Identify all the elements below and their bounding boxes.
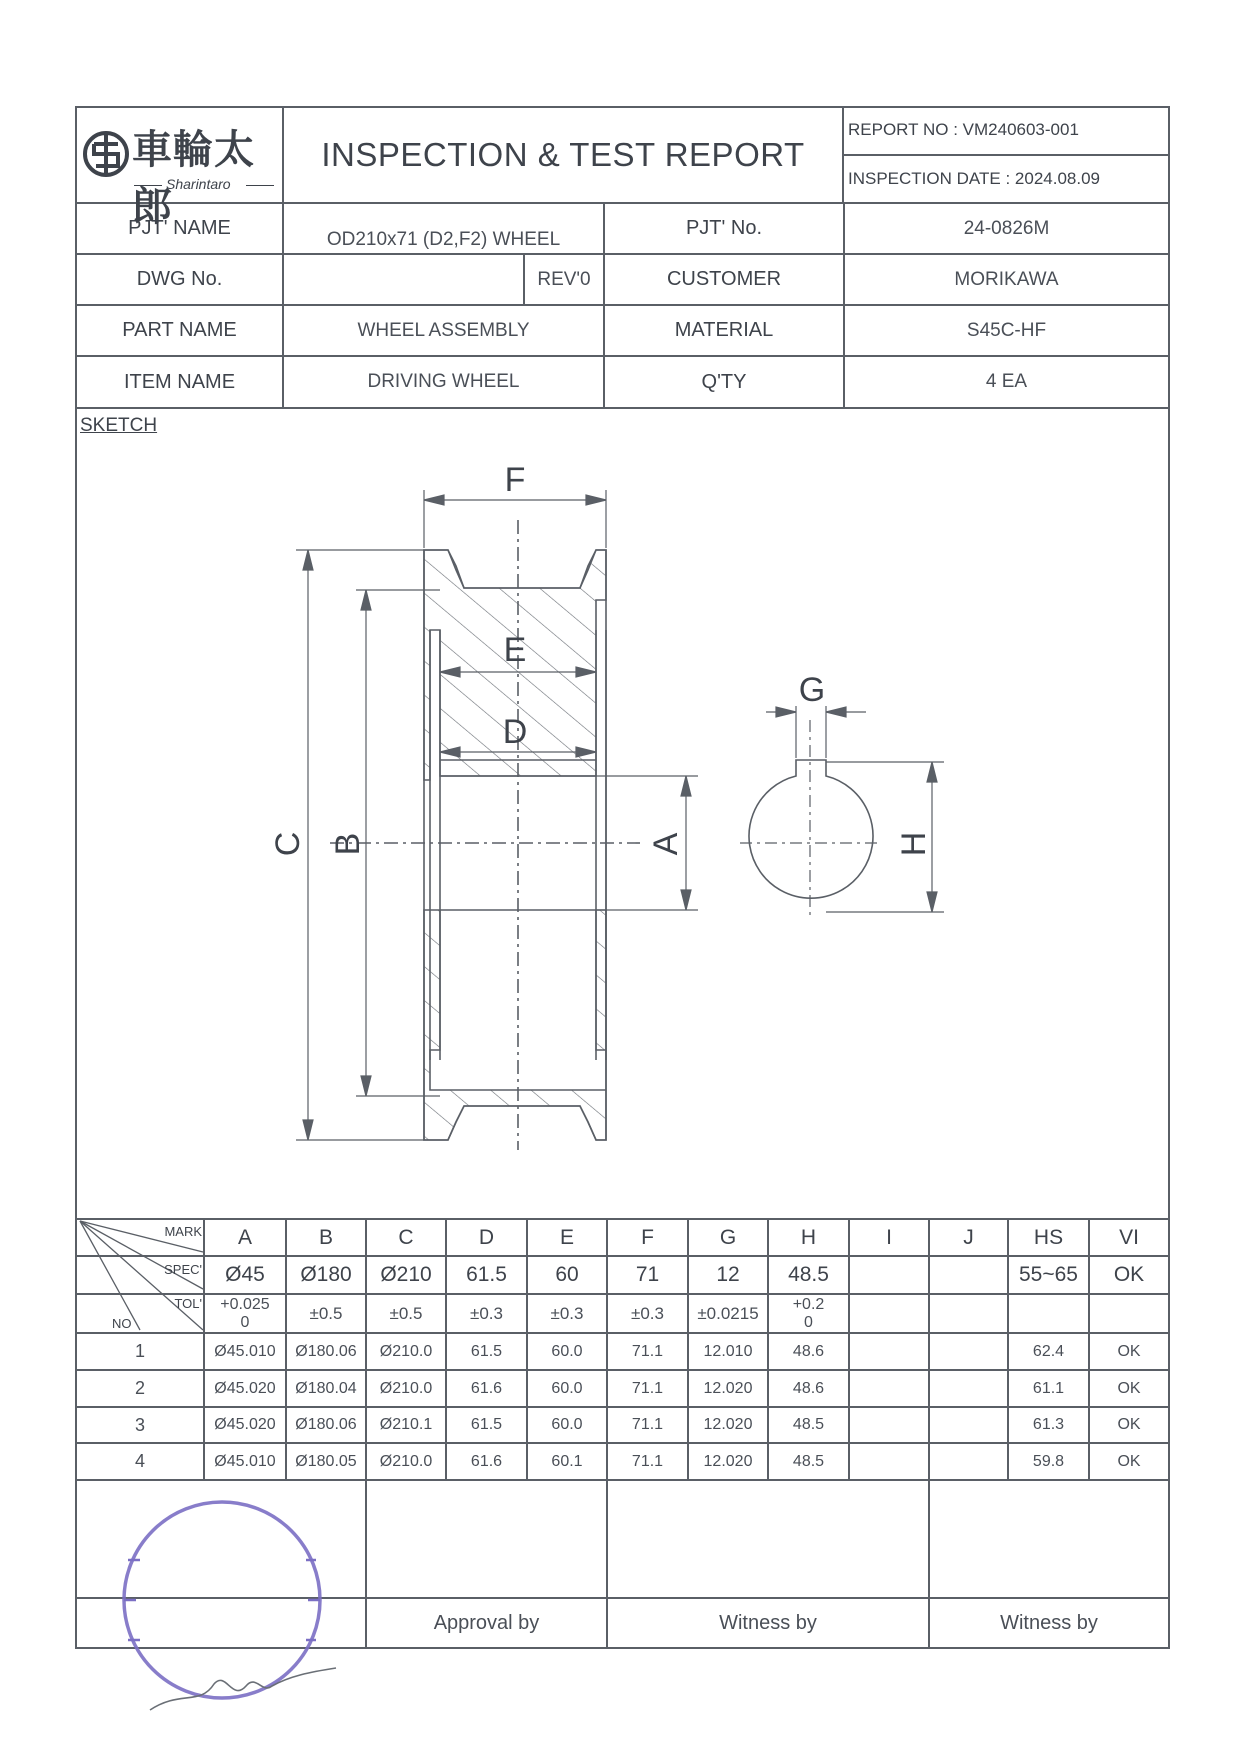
column-header: C — [398, 1225, 414, 1249]
tolerance-value — [204, 1294, 286, 1333]
measured-value: Ø210.0 — [379, 1342, 433, 1360]
report-no-label: REPORT NO — [848, 120, 949, 139]
measured-value: Ø180.05 — [295, 1452, 357, 1470]
report-no-value: VM240603-001 — [962, 120, 1079, 139]
sketch-label: SKETCH — [80, 415, 158, 436]
spec-value: 60 — [555, 1263, 579, 1286]
item-name-value: DRIVING WHEEL — [367, 371, 520, 392]
column-header: HS — [1033, 1225, 1064, 1249]
measured-value — [849, 1443, 929, 1480]
tolerance-value — [1089, 1294, 1169, 1333]
spec-value: Ø45 — [225, 1263, 265, 1286]
part-name-value: WHEEL ASSEMBLY — [357, 319, 530, 341]
measured-value: 61.5 — [470, 1342, 503, 1360]
pjt-name-value: OD210x71 (D2,F2) WHEEL — [326, 228, 561, 250]
measured-value: OK — [1117, 1452, 1141, 1470]
column-header: H — [800, 1225, 817, 1249]
dim-label-e: E — [503, 630, 527, 669]
no-label: NO — [112, 1316, 132, 1331]
qty-label: Q'TY — [701, 370, 747, 393]
column-header: J — [963, 1225, 974, 1249]
measured-value: OK — [1117, 1416, 1141, 1433]
measured-value: 71.1 — [631, 1416, 664, 1433]
measured-value: Ø45.020 — [214, 1379, 276, 1397]
spec-label: SPEC' — [164, 1262, 202, 1277]
measured-value: 71.1 — [631, 1379, 664, 1397]
measured-value: 48.5 — [792, 1416, 825, 1433]
measured-value: 60.0 — [551, 1379, 583, 1397]
dim-label-b: B — [328, 832, 367, 856]
measured-value: 12.020 — [703, 1416, 753, 1433]
spec-value — [929, 1256, 1008, 1294]
inspection-date-value: 2024.08.09 — [1014, 169, 1100, 188]
dwg-no-label: DWG No. — [136, 268, 223, 290]
tol-label: TOL' — [174, 1296, 202, 1311]
measured-value: 61.5 — [470, 1416, 503, 1433]
spec-value: 61.5 — [466, 1263, 507, 1286]
item-name-label: ITEM NAME — [123, 370, 236, 393]
part-name-label: PART NAME — [122, 319, 237, 341]
column-header: I — [886, 1225, 892, 1249]
pjt-name-label: PJT' NAME — [128, 217, 231, 239]
logo-subtitle: Sharintaro — [134, 176, 274, 194]
mark-label: MARK — [164, 1224, 202, 1239]
column-header: B — [318, 1225, 333, 1249]
spec-value: 48.5 — [788, 1263, 829, 1286]
tolerance-value — [768, 1294, 849, 1333]
column-header: F — [641, 1225, 654, 1249]
measured-value: 59.8 — [1032, 1452, 1065, 1470]
measured-value: Ø210.0 — [379, 1379, 433, 1397]
measured-value — [929, 1407, 1008, 1443]
measured-value: 61.1 — [1032, 1379, 1065, 1397]
measured-value: 12.010 — [703, 1342, 753, 1360]
measured-value: Ø180.06 — [295, 1342, 357, 1360]
witness-label-2: Witness by — [1000, 1611, 1098, 1634]
measured-value: Ø180.04 — [295, 1379, 357, 1397]
measured-value: Ø180.06 — [295, 1416, 357, 1433]
measured-value: Ø210.1 — [379, 1416, 433, 1433]
tolerance-value — [929, 1294, 1008, 1333]
tolerance-value: ±0.0215 — [697, 1303, 759, 1323]
measured-value: 60.0 — [551, 1342, 583, 1360]
tolerance-value — [849, 1294, 929, 1333]
measured-value: 71.1 — [631, 1452, 664, 1470]
inspection-date-label: INSPECTION DATE — [848, 169, 1001, 188]
measured-value: 61.3 — [1032, 1416, 1065, 1433]
pjt-no-value: 24-0826M — [963, 217, 1050, 239]
measured-value: Ø210.0 — [379, 1452, 433, 1470]
tolerance-value: ±0.3 — [470, 1303, 503, 1323]
measured-value: 48.6 — [792, 1379, 825, 1397]
column-header: VI — [1119, 1225, 1139, 1249]
spec-value: 55~65 — [1019, 1263, 1078, 1286]
material-value: S45C-HF — [966, 319, 1047, 341]
tolerance-value: ±0.5 — [309, 1303, 343, 1323]
row-number: 3 — [134, 1414, 145, 1435]
measured-value — [849, 1333, 929, 1370]
measured-value: 62.4 — [1032, 1342, 1065, 1360]
measured-value: 60.1 — [551, 1452, 583, 1470]
material-label: MATERIAL — [674, 319, 774, 341]
dim-label-h: H — [894, 831, 933, 857]
row-number: 2 — [134, 1378, 145, 1398]
measured-value — [849, 1370, 929, 1407]
spec-value: Ø180 — [300, 1263, 352, 1286]
column-header: E — [559, 1225, 574, 1249]
approval-label: Approval by — [433, 1611, 540, 1634]
witness-label-1: Witness by — [719, 1611, 817, 1634]
pjt-no-label: PJT' No. — [685, 217, 763, 239]
inspection-date: INSPECTION DATE : 2024.08.09 — [848, 169, 1100, 188]
spec-value — [849, 1256, 929, 1294]
measured-value: Ø45.010 — [214, 1452, 276, 1470]
tolerance-value: ±0.3 — [550, 1303, 584, 1323]
column-header: D — [478, 1225, 495, 1249]
qty-value: 4 EA — [985, 371, 1028, 392]
measured-value: Ø45.010 — [214, 1342, 276, 1360]
tolerance-lower: 0 — [804, 1313, 813, 1331]
row-number: 1 — [134, 1341, 145, 1361]
tolerance-value — [1008, 1294, 1089, 1333]
measured-value: 60.0 — [551, 1416, 583, 1433]
dim-label-d: D — [502, 712, 528, 751]
stamp-icon — [0, 1480, 420, 1720]
dim-label-g: G — [798, 670, 826, 709]
report-title: INSPECTION & TEST REPORT — [321, 136, 805, 173]
column-header: G — [719, 1225, 737, 1249]
tolerance-value: ±0.3 — [631, 1303, 664, 1323]
dim-label-f: F — [504, 460, 526, 499]
measured-value: OK — [1117, 1342, 1141, 1360]
measured-value — [929, 1333, 1008, 1370]
dim-label-a: A — [646, 832, 685, 856]
report-no: REPORT NO : VM240603-001 — [848, 120, 1079, 139]
logo-text: 車輪太郎 — [132, 127, 255, 230]
measured-value: 48.5 — [792, 1452, 825, 1470]
measured-value: Ø45.020 — [214, 1416, 276, 1433]
measured-value: 71.1 — [631, 1342, 664, 1360]
measured-value — [929, 1370, 1008, 1407]
spec-value: OK — [1113, 1263, 1145, 1286]
measured-value: 12.020 — [703, 1452, 753, 1470]
column-header: A — [237, 1225, 252, 1249]
measured-value — [849, 1407, 929, 1443]
tolerance-upper: +0.2 — [792, 1295, 825, 1313]
measured-value: 48.6 — [792, 1342, 825, 1360]
spec-value: Ø210 — [380, 1263, 432, 1286]
measured-value: 61.6 — [470, 1452, 503, 1470]
row-number: 4 — [134, 1451, 145, 1471]
tolerance-value: ±0.5 — [389, 1303, 423, 1323]
dim-label-c: C — [268, 831, 307, 857]
measured-value: 12.020 — [703, 1379, 753, 1397]
measured-value — [929, 1443, 1008, 1480]
measured-value: OK — [1117, 1379, 1141, 1397]
tolerance-lower: 0 — [240, 1313, 250, 1331]
customer-value: MORIKAWA — [954, 268, 1059, 290]
tolerance-upper: +0.025 — [220, 1295, 270, 1313]
measured-value: 61.6 — [470, 1379, 503, 1397]
spec-value: 71 — [635, 1263, 660, 1286]
spec-value: 12 — [716, 1263, 740, 1286]
revision: REV'0 — [537, 268, 591, 290]
customer-label: CUSTOMER — [666, 268, 782, 290]
